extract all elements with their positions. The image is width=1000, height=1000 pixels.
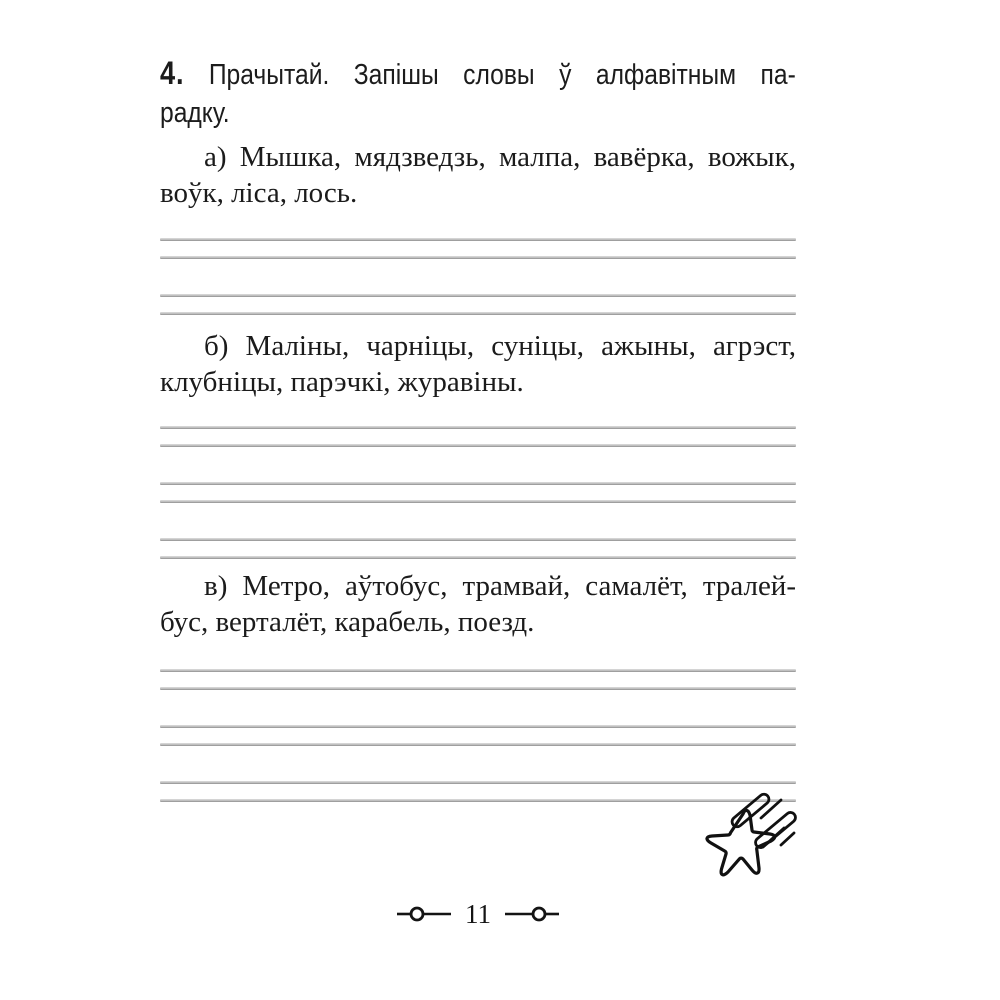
writing-lines-b [160, 426, 796, 559]
word-list-a-line1: а) Мышка, мядзведзь, малпа, вавёрка, вожык, [204, 141, 796, 173]
page-footer [160, 899, 796, 929]
page-number: 11 [465, 899, 491, 929]
word-list-v-line2: бус, верталёт, карабель, поезд. [160, 606, 535, 638]
writing-line [160, 444, 796, 447]
writing-line [160, 294, 796, 297]
footer-ornament-left [397, 905, 451, 923]
instruction-line-1 [160, 54, 796, 94]
writing-lines-a [160, 238, 796, 315]
writing-line [160, 238, 796, 241]
shooting-star-icon [695, 783, 810, 885]
writing-line [160, 256, 796, 259]
word-list-a [160, 139, 796, 211]
writing-line [160, 426, 796, 429]
word-list-b-line1: б) Маліны, чарніцы, суніцы, ажыны, агрэст, [204, 330, 796, 362]
instruction-line-2: радку. [160, 97, 230, 129]
footer-ornament-right [505, 905, 559, 923]
word-list-a-line2: воўк, ліса, лось. [160, 177, 358, 209]
exercise-header [160, 54, 796, 132]
writing-line [160, 669, 796, 672]
writing-line [160, 743, 796, 746]
word-list-b [160, 328, 796, 400]
writing-line [160, 725, 796, 728]
word-list-b-line2: клубніцы, парэчкі, журавіны. [160, 366, 524, 398]
writing-line [160, 500, 796, 503]
word-list-v [160, 568, 796, 640]
writing-line [160, 556, 796, 559]
writing-line [160, 312, 796, 315]
instruction-text: Прачытай. Запішы словы ў алфавітным па- [208, 59, 796, 91]
writing-line [160, 687, 796, 690]
word-list-v-line1: в) Метро, аўтобус, трамвай, самалёт, тралей- [204, 570, 796, 602]
writing-line [160, 538, 796, 541]
writing-line [160, 482, 796, 485]
exercise-number: 4. [160, 55, 185, 91]
